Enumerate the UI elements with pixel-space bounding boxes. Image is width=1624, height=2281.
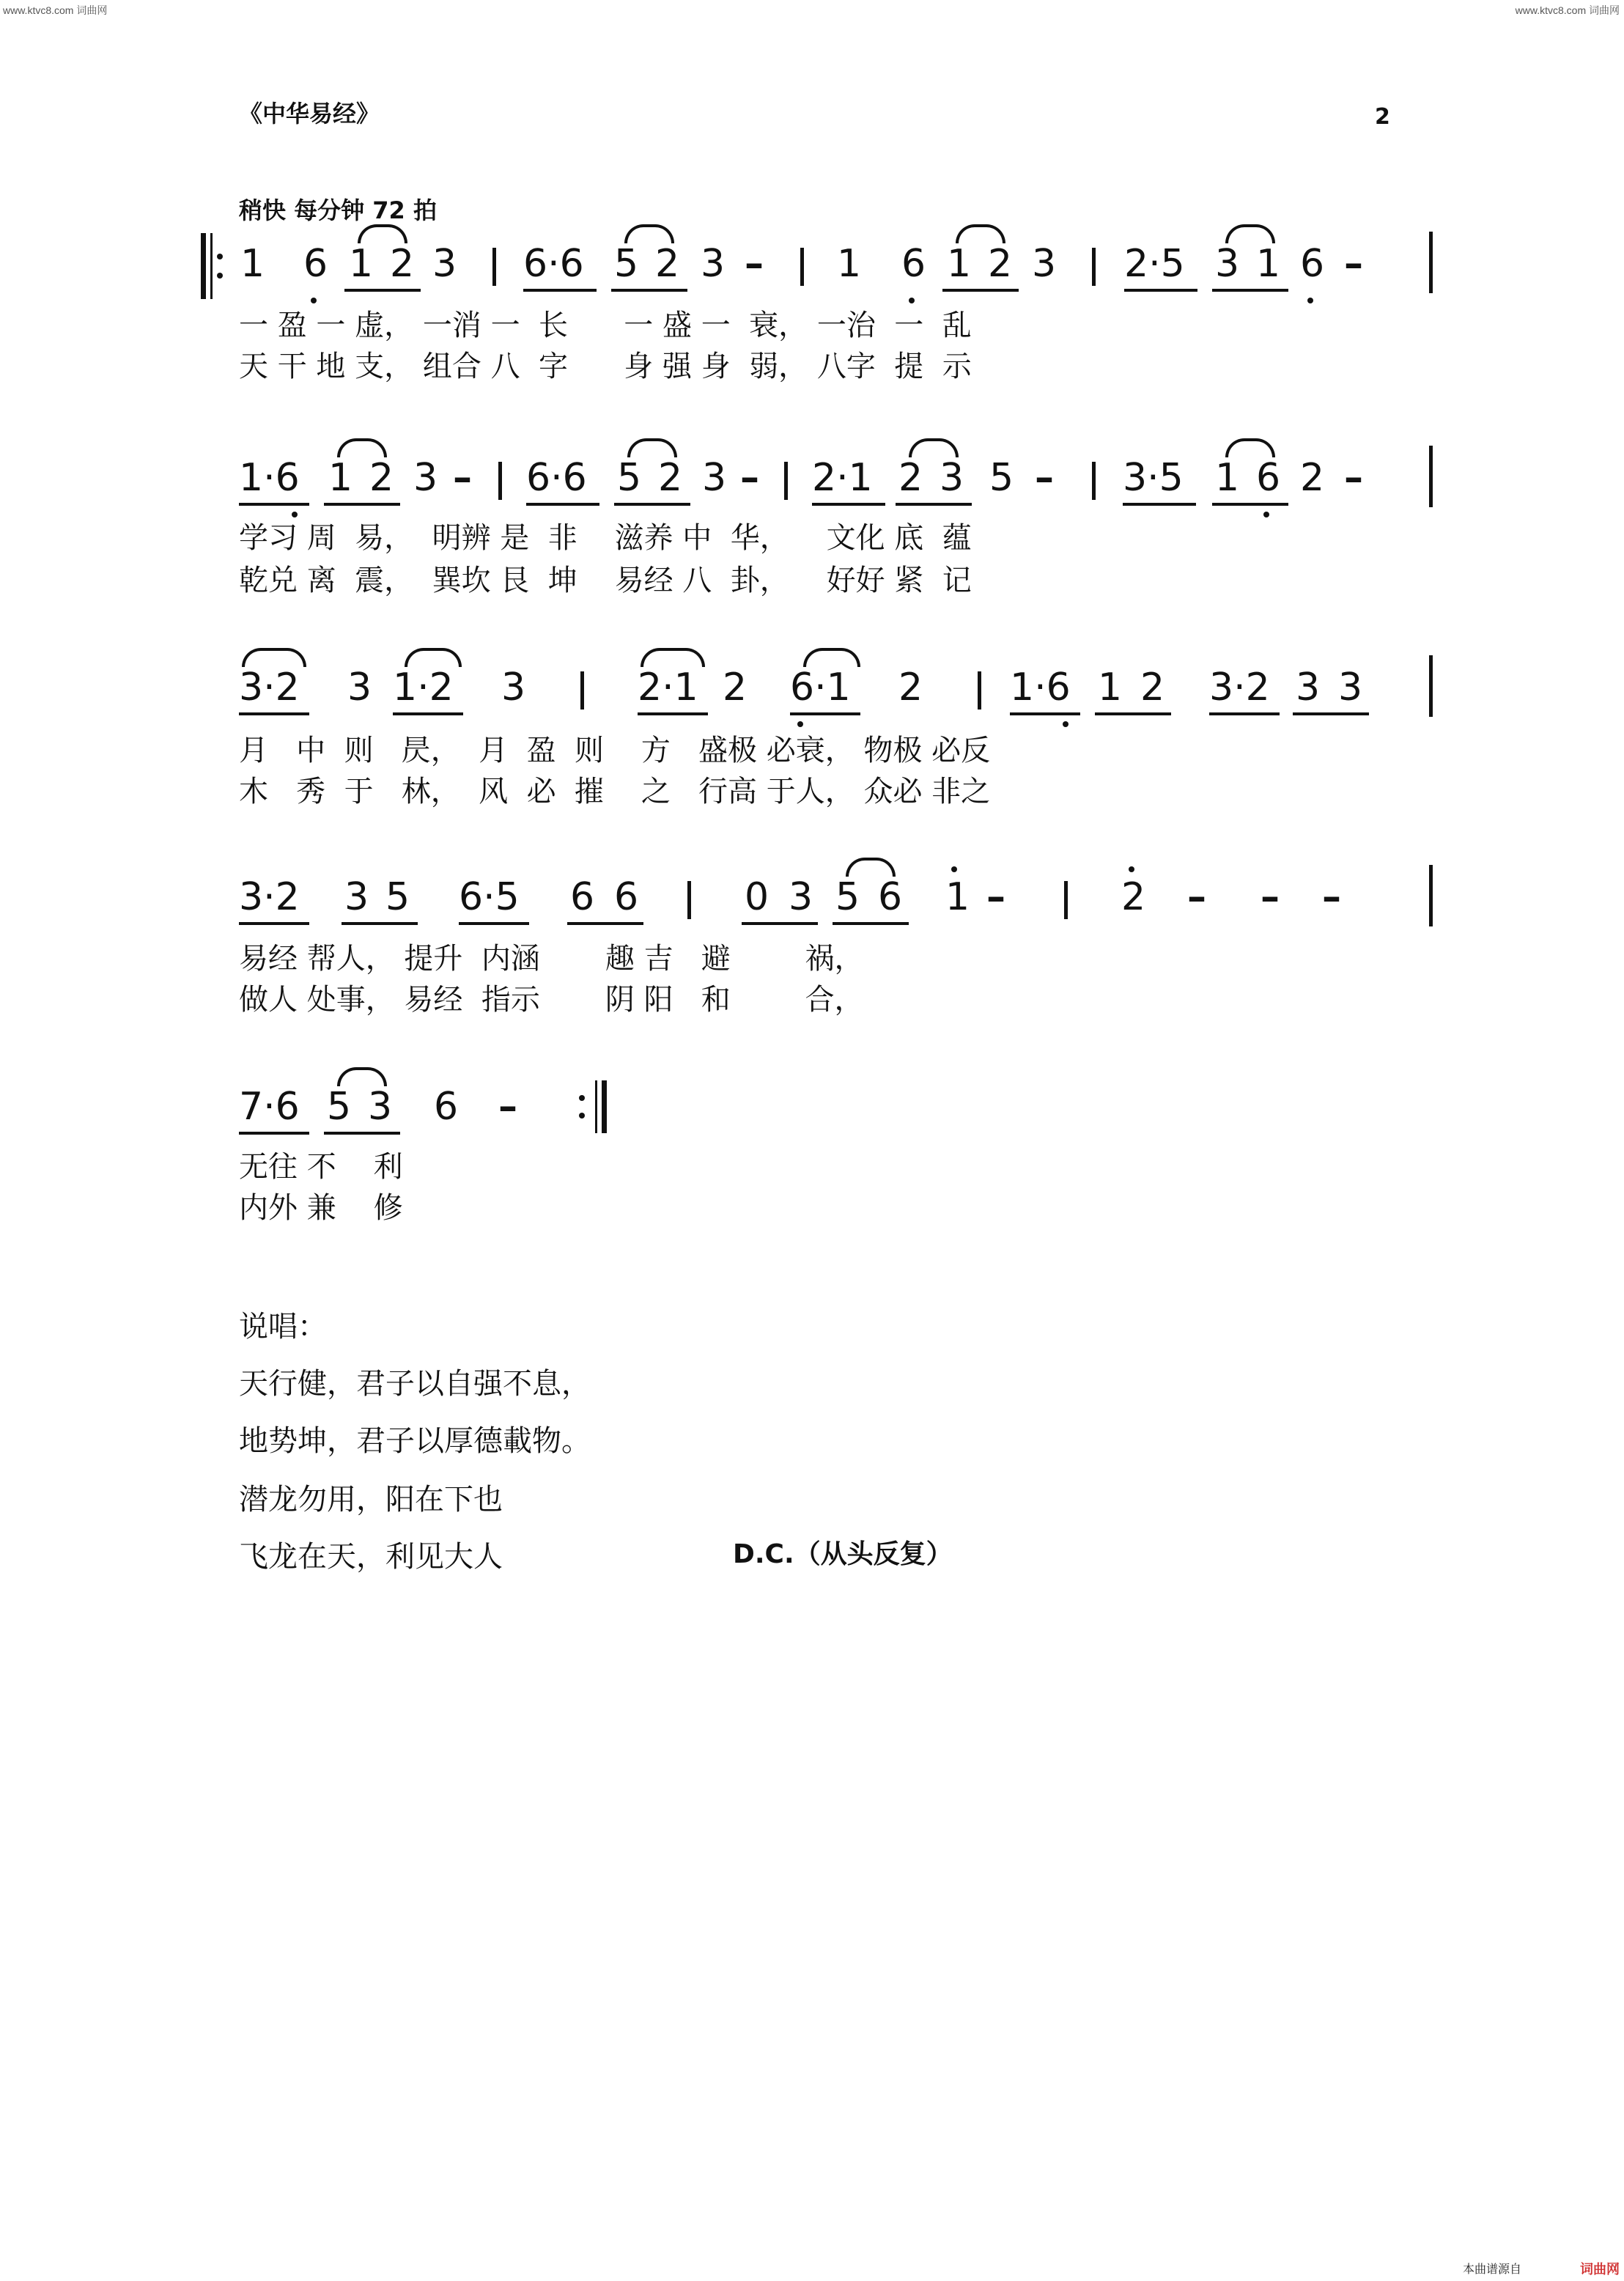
- note: 1: [240, 242, 265, 286]
- lyrics-verse-2: 做人 处事， 易经 指示 阴 阳 和 合，: [239, 983, 864, 1017]
- note: 3·5: [1123, 456, 1184, 500]
- bar-line: [1429, 865, 1433, 926]
- note: 2: [1140, 666, 1165, 710]
- score-row-1: [0, 242, 1624, 286]
- shuochang-line: 天行健，君子以自强不息，: [239, 1367, 591, 1401]
- bar-line: [498, 462, 502, 500]
- note: 6: [1256, 456, 1281, 500]
- note: 6: [570, 875, 595, 919]
- note: 2: [1300, 456, 1325, 500]
- note: 2: [658, 456, 683, 500]
- site-url-left: www.ktvc8.com 词曲网: [3, 4, 108, 16]
- bar-line: [580, 671, 584, 710]
- note: 5: [835, 875, 860, 919]
- lyrics-verse-1: 月 中 则 昃， 月 盈 则 方 盛极 必衰， 物极 必反: [239, 734, 991, 767]
- lyrics-verse-2: 木 秀 于 林， 风 必 摧 之 行高 于人， 众必 非之: [239, 775, 991, 808]
- note: 2: [898, 666, 923, 710]
- note: 3: [702, 456, 727, 500]
- note: 1: [349, 242, 374, 286]
- note: 2·1: [638, 666, 698, 710]
- bar-line: [1092, 462, 1096, 500]
- note: 1: [837, 242, 862, 286]
- note: 3: [413, 456, 438, 500]
- note: 5: [385, 875, 410, 919]
- shuochang-label: 说唱：: [239, 1310, 327, 1344]
- dash: –: [1035, 456, 1054, 500]
- page-number: 2: [1375, 104, 1390, 130]
- note: 6: [1300, 242, 1325, 286]
- note: 6: [434, 1085, 459, 1129]
- site-url-right: www.ktvc8.com 词曲网: [1515, 4, 1620, 16]
- lyrics-verse-1: 学习 周 易， 明辨 是 非 滋养 中 华， 文化 底 蕴: [239, 521, 972, 555]
- lyrics-verse-2: 乾兑 离 震， 巽坎 艮 坤 易经 八 卦， 好好 紧 记: [239, 564, 972, 597]
- note: 5: [327, 1085, 352, 1129]
- note: 1·6: [239, 456, 300, 500]
- bar-line: [687, 881, 691, 919]
- note: 6·6: [523, 242, 584, 286]
- note: 3: [344, 875, 369, 919]
- note: 1: [945, 875, 970, 919]
- note: 1: [1256, 242, 1281, 286]
- lyrics-verse-1: 易经 帮人， 提升 内涵 趣 吉 避 祸，: [239, 942, 864, 976]
- score-row-2: [0, 456, 1624, 500]
- note: 3: [432, 242, 457, 286]
- note: 2: [369, 456, 394, 500]
- note: 1: [328, 456, 353, 500]
- note: 3·2: [239, 875, 300, 919]
- note: 6: [614, 875, 639, 919]
- note: 3·2: [239, 666, 300, 710]
- footer-source: 本曲谱源自: [1462, 2262, 1521, 2276]
- score-row-5: [0, 1085, 1624, 1129]
- note: 6·1: [790, 666, 851, 710]
- note: 2·5: [1124, 242, 1185, 286]
- lyrics-verse-2: 天 干 地 支， 组合 八 字 身 强 身 弱， 八字 提 示: [239, 350, 972, 383]
- note: 2: [1121, 875, 1146, 919]
- note: 6: [901, 242, 926, 286]
- lyrics-verse-1: 无往 不 利: [239, 1150, 403, 1184]
- note: 2·1: [812, 456, 873, 500]
- bar-line: [1429, 655, 1433, 717]
- note: 3: [1296, 666, 1321, 710]
- note: 6: [303, 242, 328, 286]
- bar-line: [978, 671, 981, 710]
- note: 3: [1338, 666, 1363, 710]
- score-row-4: [0, 875, 1624, 919]
- note: 2: [988, 242, 1013, 286]
- dc-marking: D.C.（从头反复）: [733, 1539, 953, 1569]
- note: 2: [390, 242, 415, 286]
- note: 3: [1215, 242, 1240, 286]
- bar-line: [1092, 248, 1096, 286]
- note: 3: [501, 666, 526, 710]
- note: 1: [947, 242, 972, 286]
- footer-logo[interactable]: 词曲网: [1580, 2262, 1620, 2277]
- note: 0: [745, 875, 769, 919]
- dash: –: [1344, 456, 1363, 500]
- dash: –: [1261, 875, 1280, 919]
- shuochang-line: 地势坤，君子以厚德載物。: [239, 1424, 591, 1458]
- note: 1: [1215, 456, 1240, 500]
- note: 5: [614, 242, 639, 286]
- bar-line: [784, 462, 788, 500]
- note: 2: [898, 456, 923, 500]
- note: 3: [1032, 242, 1057, 286]
- shuochang-line: 飞龙在天，利见大人: [239, 1540, 503, 1574]
- note: 6: [878, 875, 903, 919]
- bar-line: [800, 248, 804, 286]
- note: 6·5: [459, 875, 520, 919]
- note: 2: [723, 666, 748, 710]
- dash: –: [745, 242, 764, 286]
- note: 5: [989, 456, 1014, 500]
- song-title: 《中华易经》: [239, 100, 380, 128]
- note: 1: [1098, 666, 1123, 710]
- dash: –: [1344, 242, 1363, 286]
- note: 3: [347, 666, 372, 710]
- repeat-end-sign: [577, 1080, 607, 1133]
- note: 1·2: [393, 666, 454, 710]
- bar-line: [1429, 446, 1433, 507]
- lyrics-verse-1: 一 盈 一 虚， 一消 一 长 一 盛 一 衰， 一治 一 乱: [239, 309, 972, 342]
- shuochang-line: 潜龙勿用，阳在下也: [239, 1483, 503, 1517]
- tempo-marking: 稍快 每分钟 72 拍: [239, 196, 437, 224]
- note: 6·6: [526, 456, 587, 500]
- note: 3: [368, 1085, 393, 1129]
- note: 3·2: [1209, 666, 1270, 710]
- score-row-3: [0, 666, 1624, 710]
- note: 5: [617, 456, 642, 500]
- bar-line: [1429, 232, 1433, 293]
- dash: –: [498, 1085, 517, 1129]
- bar-line: [1064, 881, 1068, 919]
- note: 3: [940, 456, 964, 500]
- lyrics-verse-2: 内外 兼 修: [239, 1191, 403, 1225]
- dash: –: [740, 456, 759, 500]
- note: 3: [789, 875, 813, 919]
- dash: –: [1187, 875, 1206, 919]
- note: 2: [655, 242, 680, 286]
- bar-line: [492, 248, 496, 286]
- dash: –: [1322, 875, 1341, 919]
- dash: –: [986, 875, 1005, 919]
- dash: –: [453, 456, 472, 500]
- repeat-start-sign: [201, 233, 230, 299]
- note: 1·6: [1010, 666, 1071, 710]
- note: 7·6: [239, 1085, 300, 1129]
- note: 3: [701, 242, 726, 286]
